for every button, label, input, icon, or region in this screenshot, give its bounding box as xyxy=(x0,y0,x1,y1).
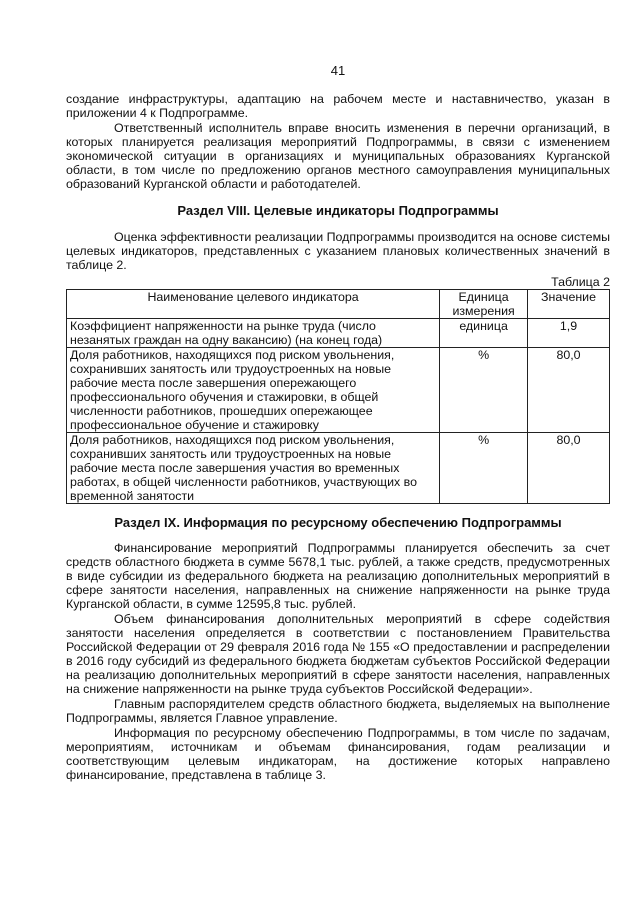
indicator-value: 80,0 xyxy=(528,348,610,433)
indicator-value: 1,9 xyxy=(528,319,610,348)
table-2-caption: Таблица 2 xyxy=(551,275,610,289)
paragraph-continuation: создание инфраструктуры, адаптацию на рабочем месте и наставничество, указан в приложении 4 к Подпрограмме. xyxy=(66,92,610,120)
table-row xyxy=(67,433,610,504)
indicator-unit: % xyxy=(440,433,528,504)
indicator-name: Доля работников, находящихся под риском увольнения, сохранивших занятость или трудоустроенных на новые рабочие места после завершения опережающего профессионального обучения и стажировки, в общей численности работников, прошедших опережающее профессиональное обучение и стажировку xyxy=(67,348,440,433)
table-row xyxy=(67,319,610,348)
indicator-name: Доля работников, находящихся под риском увольнения, сохранивших занятость или трудоустроенных на новые рабочие места после завершения участия во временных работах, в общей численности работников, участвующих во временной занятости xyxy=(67,433,440,504)
document-body xyxy=(66,92,610,782)
table-row xyxy=(67,348,610,433)
header-unit: Единица измерения xyxy=(440,290,528,319)
indicator-value: 80,0 xyxy=(528,433,610,504)
indicators-table xyxy=(66,289,610,504)
section-9-heading: Раздел IX. Информация по ресурсному обеспечению Подпрограммы xyxy=(114,515,562,530)
header-indicator-name: Наименование целевого индикатора xyxy=(67,290,440,319)
paragraph-financing-volume: Объем финансирования дополнительных мероприятий в сфере содействия занятости населения определяется в соответствии с постановлением Правительства Российской Федерации от 29 февраля 2016 года № 155 «О предоставлении и распределении в 2016 году субсидий из федерального бюджета бюджетам субъектов Российской Федерации на реализацию дополнительных мероприятий в сфере занятости населения, направленных на снижение напряженности на рынке труда субъектов Российской Федерации». xyxy=(66,612,610,696)
header-value: Значение xyxy=(528,290,610,319)
paragraph-resource-info: Информация по ресурсному обеспечению Подпрограммы, в том числе по задачам, мероприятиям, источникам и объемам финансирования, годам реализации и соответствующим целевым индикаторам, на достижение которых направлено финансирование, представлена в таблице 3. xyxy=(66,726,610,782)
section-8-intro: Оценка эффективности реализации Подпрограммы производится на основе системы целевых индикаторов, представленных с указанием плановых количественных значений в таблице 2. xyxy=(66,230,610,272)
table-header-row xyxy=(67,290,610,319)
section-8-heading: Раздел VIII. Целевые индикаторы Подпрограммы xyxy=(177,203,499,218)
paragraph-financing: Финансирование мероприятий Подпрограммы планируется обеспечить за счет средств областного бюджета в сумме 5678,1 тыс. рублей, а также средств, предусмотренных в виде субсидии из федерального бюджета на реализацию дополнительных мероприятий в сфере занятости населения, направленных на снижение напряженности на рынке труда Курганской области, в сумме 12595,8 тыс. рублей. xyxy=(66,541,610,611)
paragraph-chief-administrator: Главным распорядителем средств областного бюджета, выделяемых на выполнение Подпрограммы, является Главное управление. xyxy=(66,697,610,725)
indicator-name: Коэффициент напряженности на рынке труда (число незанятых граждан на одну вакансию) (на конец года) xyxy=(67,319,440,348)
indicator-unit: единица xyxy=(440,319,528,348)
paragraph-responsible-executor: Ответственный исполнитель вправе вносить изменения в перечни организаций, в которых планируется реализация мероприятий Подпрограммы, в связи с изменением экономической ситуации в организациях и муниципальных образованиях Курганской области, в том числе по предложению органов местного самоуправления муниципальных образований Курганской области и работодателей. xyxy=(66,121,610,191)
page-number: 41 xyxy=(330,63,346,78)
indicator-unit: % xyxy=(440,348,528,433)
